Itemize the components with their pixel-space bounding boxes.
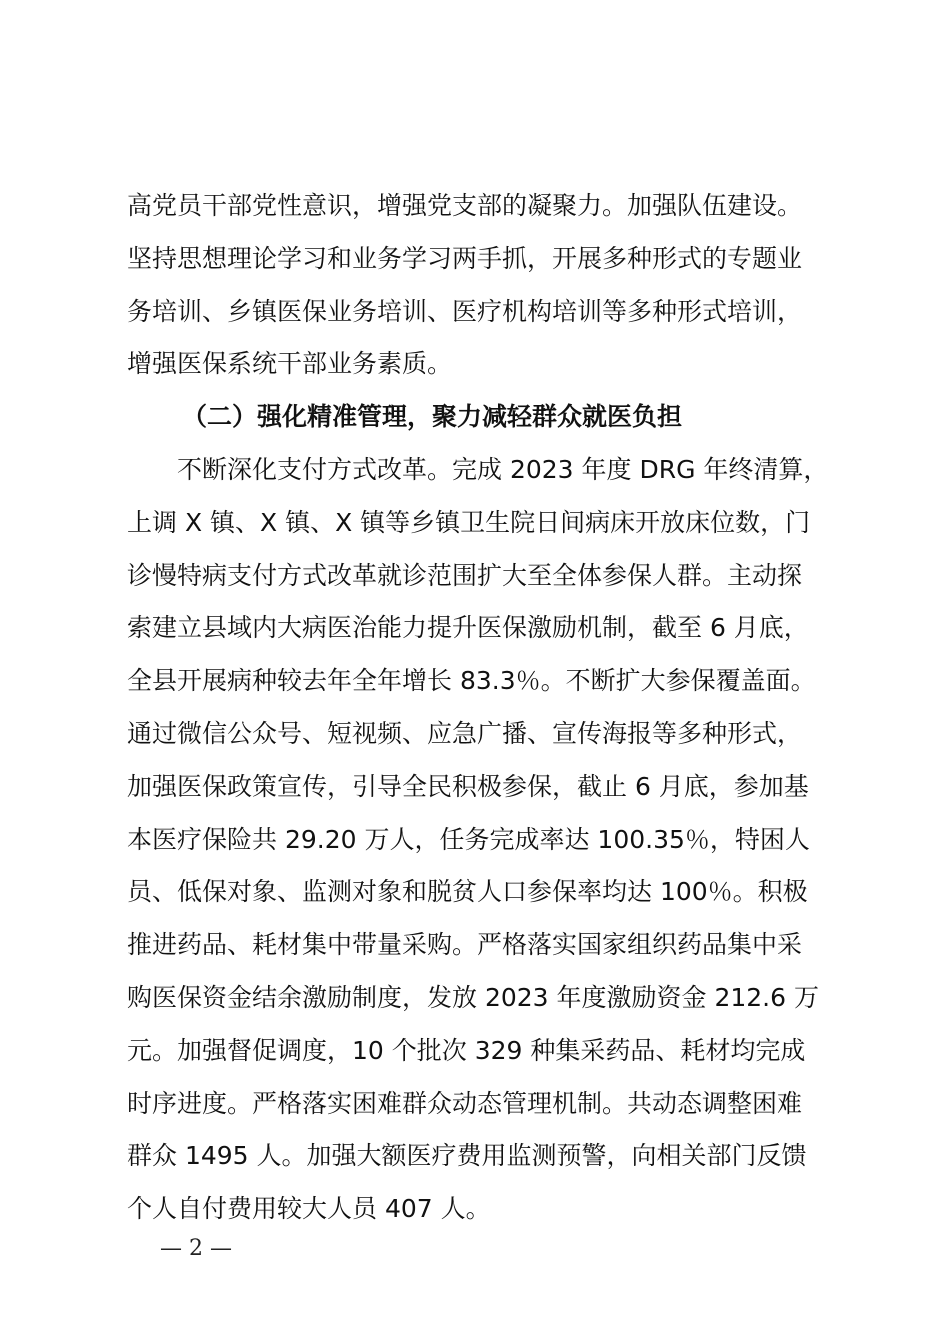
body-line: 加强医保政策宣传，引导全民积极参保，截止 6 月底，参加基 xyxy=(127,771,809,801)
body-line: 增强医保系统干部业务素质。 xyxy=(127,349,453,379)
body-line: 诊慢特病支付方式改革就诊范围扩大至全体参保人群。主动探 xyxy=(127,560,803,590)
body-line: 务培训、乡镇医保业务培训、医疗机构培训等多种形式培训， xyxy=(127,296,803,326)
body-line: 通过微信公众号、短视频、应急广播、宣传海报等多种形式， xyxy=(127,718,803,748)
body-line: 全县开展病种较去年全年增长 83.3％。不断扩大参保覆盖面。 xyxy=(127,666,816,696)
body-line: 推进药品、耗材集中带量采购。严格落实国家组织药品集中采 xyxy=(127,930,803,960)
body-line: 元。加强督促调度，10 个批次 329 种集采药品、耗材均完成 xyxy=(127,1035,806,1065)
body-line: 坚持思想理论学习和业务学习两手抓，开展多种形式的专题业 xyxy=(127,243,803,273)
body-line: 时序进度。严格落实困难群众动态管理机制。共动态调整困难 xyxy=(127,1088,803,1118)
body-line: 索建立县域内大病医治能力提升医保激励机制，截至 6 月底， xyxy=(127,613,809,643)
body-line: 购医保资金结余激励制度，发放 2023 年度激励资金 212.6 万 xyxy=(127,982,819,1012)
page-number: — 2 — xyxy=(160,1236,232,1261)
body-line: 高党员干部党性意识，增强党支部的凝聚力。加强队伍建设。 xyxy=(127,191,803,220)
body-line: 个人自付费用较大人员 407 人。 xyxy=(127,1194,491,1224)
section-heading: （二）强化精准管理，聚力减轻群众就医负担 xyxy=(182,402,683,432)
body-line: 员、低保对象、监测对象和脱贫人口参保率均达 100％。积极 xyxy=(127,877,808,907)
body-line: 群众 1495 人。加强大额医疗费用监测预警，向相关部门反馈 xyxy=(127,1141,807,1171)
paragraph-first-line: 不断深化支付方式改革。完成 2023 年度 DRG 年终清算， xyxy=(177,454,829,484)
document-body xyxy=(127,180,837,1236)
body-line: 上调 X 镇、X 镇、X 镇等乡镇卫生院日间病床开放床位数，门 xyxy=(127,507,811,537)
body-line: 本医疗保险共 29.20 万人，任务完成率达 100.35％，特困人 xyxy=(127,824,810,854)
